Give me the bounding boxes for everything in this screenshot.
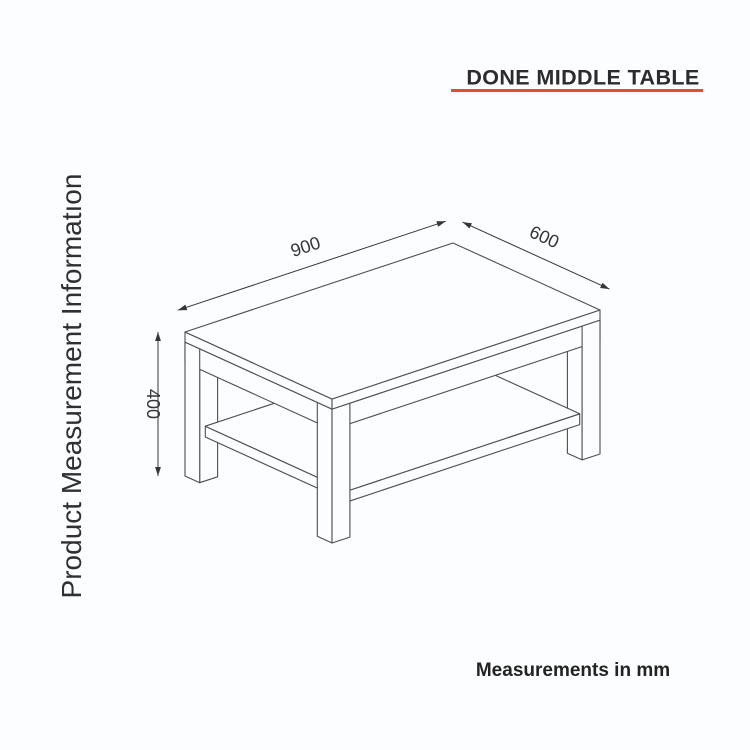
front-leg-left-face: [317, 402, 332, 543]
dimension-length-arrowhead-end: [436, 221, 445, 227]
dimension-length-label: 900: [288, 232, 323, 261]
dimension-height-arrowhead-end: [155, 467, 161, 476]
front-leg-front-face: [332, 403, 350, 543]
side-caption: Product Measurement Informatıon: [56, 173, 87, 599]
dimension-height-label: 400: [143, 388, 163, 420]
dimension-depth-arrowhead-end: [600, 283, 609, 289]
page-title: DONE MIDDLE TABLE: [466, 65, 700, 90]
dimension-depth-arrowhead-start: [463, 222, 472, 228]
units-footnote: Measurements in mm: [475, 660, 671, 681]
left-leg-left-face: [185, 342, 200, 483]
right-leg-front-face: [582, 320, 600, 460]
dimension-length-arrowhead-start: [178, 305, 187, 311]
dimension-height-arrowhead-start: [155, 332, 161, 341]
dimension-depth-label: 600: [526, 221, 563, 253]
